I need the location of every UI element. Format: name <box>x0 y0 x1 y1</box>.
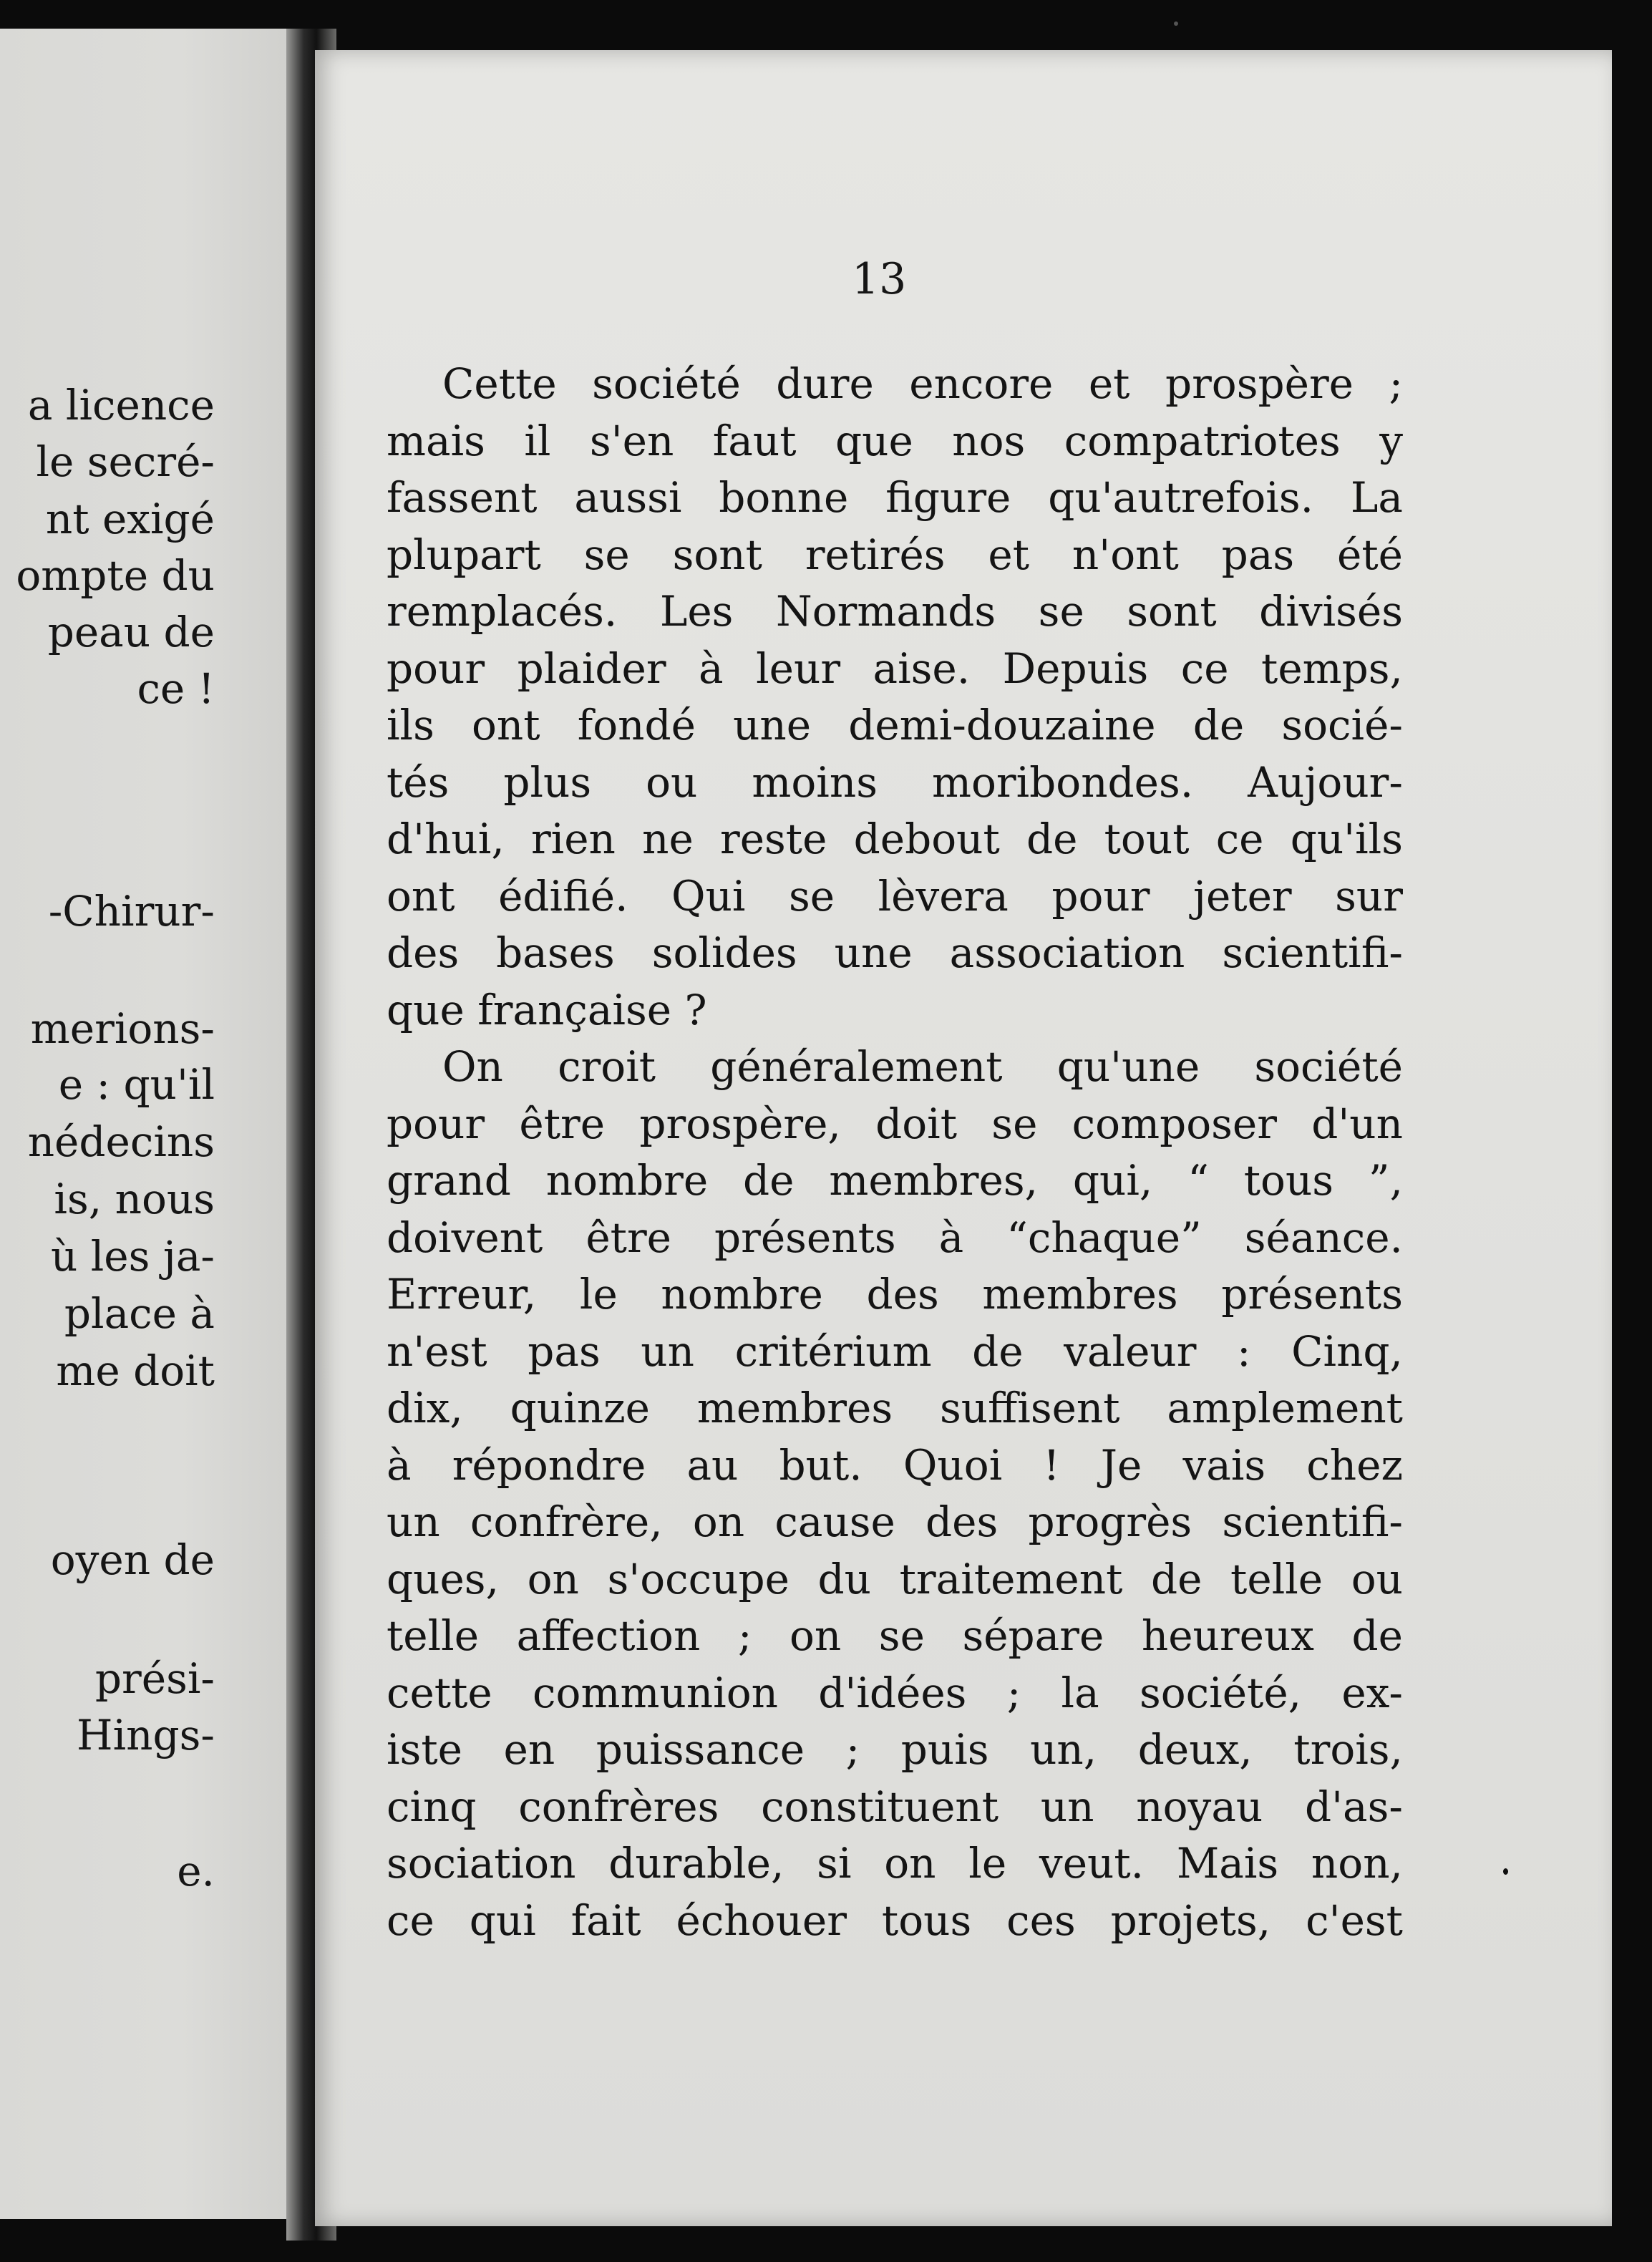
text-line: cinq confrères constituent un noyau d'as- <box>387 1782 1403 1831</box>
text-line: n'est pas un critérium de valeur : Cinq, <box>387 1326 1403 1376</box>
text-line: mais il s'en faut que nos compatriotes y <box>387 416 1403 465</box>
left-fragment: -Chirur- <box>48 887 215 936</box>
left-fragment: prési- <box>94 1654 215 1703</box>
text-line: iste en puissance ; puis un, deux, trois, <box>387 1725 1403 1774</box>
left-fragment: oyen de <box>50 1535 215 1584</box>
text-line: pour être prospère, doit se composer d'un <box>387 1099 1403 1148</box>
left-fragment: Hings- <box>77 1711 215 1759</box>
text-line: doivent être présents à “chaque” séance. <box>387 1213 1403 1262</box>
text-line: d'hui, rien ne reste debout de tout ce qu'ils <box>387 815 1403 863</box>
text-line: Cette société dure encore et prospère ; <box>442 359 1403 408</box>
left-facing-page <box>0 29 301 2219</box>
left-fragment: ù les ja- <box>50 1232 215 1281</box>
left-fragment: ce ! <box>137 664 215 713</box>
text-line: à répondre au but. Quoi ! Je vais chez <box>387 1440 1403 1490</box>
paper-speck <box>1503 1868 1508 1875</box>
text-line: tés plus ou moins moribondes. Aujour- <box>387 757 1403 807</box>
text-line: dix, quinze membres suffisent amplement <box>387 1384 1403 1432</box>
text-line: ont édifié. Qui se lèvera pour jeter sur <box>387 871 1403 921</box>
left-fragment: is, nous <box>54 1175 215 1223</box>
text-line: ques, on s'occupe du traitement de telle ou <box>387 1554 1403 1603</box>
left-fragment: e : qu'il <box>58 1060 215 1109</box>
left-fragment: peau de <box>47 608 215 656</box>
text-line: ils ont fondé une demi-douzaine de socié- <box>387 701 1403 749</box>
page-number: 13 <box>852 254 907 304</box>
text-line: On croit généralement qu'une société <box>442 1042 1403 1091</box>
left-fragment: nédecins <box>27 1117 215 1166</box>
text-line: pour plaider à leur aise. Depuis ce temps, <box>387 644 1403 693</box>
left-fragment: e. <box>177 1847 215 1895</box>
body-text <box>387 356 1403 1949</box>
text-line: Erreur, le nombre des membres présents <box>387 1270 1403 1319</box>
text-line: un confrère, on cause des progrès scientifi- <box>387 1498 1403 1546</box>
text-line: que française ? <box>387 985 707 1034</box>
left-fragment: me doit <box>56 1346 215 1395</box>
text-line: grand nombre de membres, qui, “ tous ”, <box>387 1156 1403 1205</box>
text-line: plupart se sont retirés et n'ont pas été <box>387 530 1403 579</box>
left-fragment: a licence <box>27 381 215 429</box>
left-fragment: nt exigé <box>45 495 215 543</box>
text-line: sociation durable, si on le veut. Mais non, <box>387 1839 1403 1888</box>
left-fragment: ompte du <box>16 551 215 600</box>
left-fragment: place à <box>64 1289 215 1338</box>
paper-speck <box>1174 21 1178 26</box>
left-fragment: merions- <box>30 1004 215 1053</box>
text-line: des bases solides une association scientifi- <box>387 928 1403 977</box>
text-line: fassent aussi bonne figure qu'autrefois. La <box>387 473 1403 522</box>
text-line: ce qui fait échouer tous ces projets, c'est <box>387 1895 1403 1945</box>
text-line: cette communion d'idées ; la société, ex- <box>387 1668 1403 1717</box>
text-line: remplacés. Les Normands se sont divisés <box>387 587 1403 636</box>
text-line: telle affection ; on se sépare heureux de <box>387 1611 1403 1660</box>
left-fragment: le secré- <box>36 437 215 486</box>
